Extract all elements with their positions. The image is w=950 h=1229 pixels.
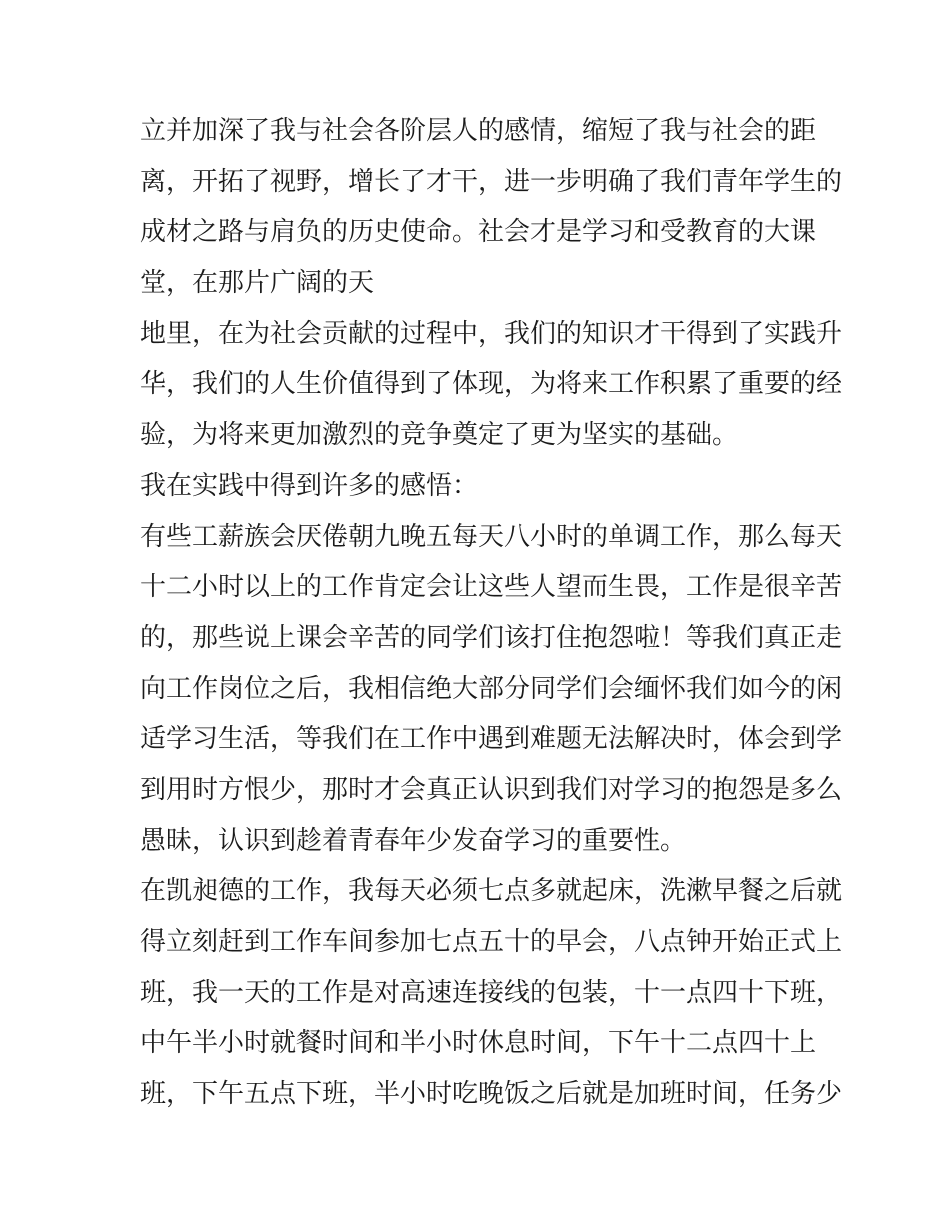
text-line: 我在实践中得到许多的感悟： — [140, 470, 479, 501]
text-line: 到用时方恨少，那时才会真正认识到我们对学习的抱怨是多么 — [140, 774, 843, 805]
text-line: 验，为将来更加激烈的竞争奠定了更为坚实的基础。 — [140, 420, 739, 451]
text-line: 立并加深了我与社会各阶层人的感情，缩短了我与社会的距 — [140, 116, 817, 146]
text-line: 堂，在那片广阔的天 — [140, 268, 375, 299]
text-line: 班，我一天的工作是对高速连接线的包装，十一点四十下班， — [140, 977, 843, 1008]
text-line: 班，下午五点下班，半小时吃晚饭之后就是加班时间，任务少 — [140, 1079, 843, 1110]
text-line: 适学习生活，等我们在工作中遇到难题无法解决时，体会到学 — [140, 724, 843, 755]
text-line: 有些工薪族会厌倦朝九晚五每天八小时的单调工作，那么每天 — [140, 521, 843, 552]
text-line: 十二小时以上的工作肯定会让这些人望而生畏，工作是很辛苦 — [140, 572, 843, 603]
text-line: 中午半小时就餐时间和半小时休息时间，下午十二点四十上 — [140, 1028, 817, 1059]
text-line: 在凯昶德的工作，我每天必须七点多就起床，洗漱早餐之后就 — [140, 876, 843, 907]
text-line: 华，我们的人生价值得到了体现，为将来工作积累了重要的经 — [140, 369, 843, 400]
text-line: 向工作岗位之后，我相信绝大部分同学们会缅怀我们如今的闲 — [140, 673, 843, 704]
text-line: 的，那些说上课会辛苦的同学们该打住抱怨啦！等我们真正走 — [140, 622, 843, 653]
body-text — [140, 106, 843, 1120]
text-line: 离，开拓了视野，增长了才干，进一步明确了我们青年学生的 — [140, 166, 843, 197]
text-line: 地里，在为社会贡献的过程中，我们的知识才干得到了实践升 — [140, 318, 843, 349]
text-line: 愚昧，认识到趁着青春年少发奋学习的重要性。 — [140, 825, 687, 856]
text-line: 成材之路与肩负的历史使命。社会才是学习和受教育的大课 — [140, 217, 817, 248]
text-line: 得立刻赶到工作车间参加七点五十的早会，八点钟开始正式上 — [140, 927, 843, 957]
